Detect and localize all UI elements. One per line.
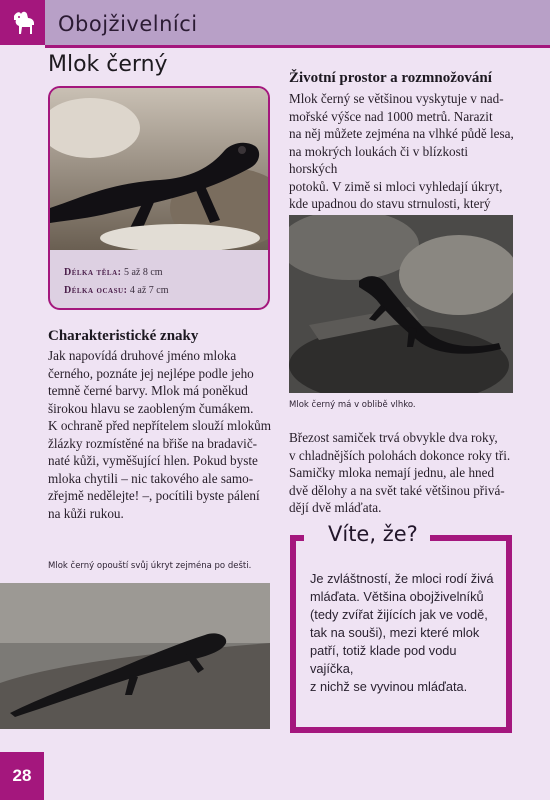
goat-icon: [0, 0, 45, 45]
header-rule: [45, 45, 550, 48]
photo-caption-rain: Mlok černý opouští svůj úkryt zejména po dešti.: [48, 561, 252, 571]
characteristics-heading: Charakteristické znaky: [48, 328, 199, 344]
tail-length-stat: Délka ocasu: 4 až 7 cm: [64, 285, 169, 296]
box-border-segment: [290, 535, 304, 541]
salamander-photo: [50, 88, 268, 250]
photo-caption-humidity: Mlok černý má v oblibě vlhko.: [289, 400, 416, 410]
characteristics-text: Jak napovídá druhové jméno mloka černého, poznáte jej nejlépe podle jeho temně černé barvy. Mlok má poněkud širokou hlavu se zaobleným čumákem. K ochraně před nepřítelem slouží mlokům žlázky rozmístěné na břiše na bradavič- naté kůži, vyměšující hlen. Pokud byste mloka chytili – nic takového ale samo- zřejmě nedělejte! –, pocítili byste pálení na kůži rukou.: [48, 348, 272, 521]
page-number: 28: [0, 752, 44, 800]
reproduction-text: Březost samiček trvá obvykle dva roky, v chladnějších polohách dokonce roky tři. Samičky mloka nemají jednu, ale hned dvě dělohy a na svět také většinou přivá- dějí dvě mláďata.: [289, 430, 511, 515]
habitat-heading: Životní prostor a rozmnožování: [289, 70, 492, 86]
page-title: Mlok černý: [48, 52, 168, 77]
salamander-on-log-photo: [0, 583, 270, 729]
salamander-photo-card: [48, 86, 270, 310]
did-you-know-title: Víte, že?: [328, 522, 418, 546]
section-title: Obojživelníci: [58, 12, 198, 36]
body-length-stat: Délka těla: 5 až 8 cm: [64, 267, 163, 278]
did-you-know-text: Je zvláštností, že mloci rodí živá mláďata. Většina obojživelníků (tedy zvířat žijících jak ve vodě, tak na souši), mezi které mlok patří, totiž klade pod vodu vajíčka, z nichž se vyvinou mláďata.: [310, 571, 494, 694]
box-border-segment: [430, 535, 512, 541]
salamander-on-rocks-photo: [289, 215, 513, 393]
habitat-text: Mlok černý se většinou vyskytuje v nad- mořské výšce nad 1000 metrů. Narazit na něj můžete zejména na vlhké půdě lesa, na mokrých loukách či v blízkosti horských potoků. V zimě si mloci vyhledají úkryt, kde upadnou do stavu strnulosti, který: [289, 91, 514, 211]
